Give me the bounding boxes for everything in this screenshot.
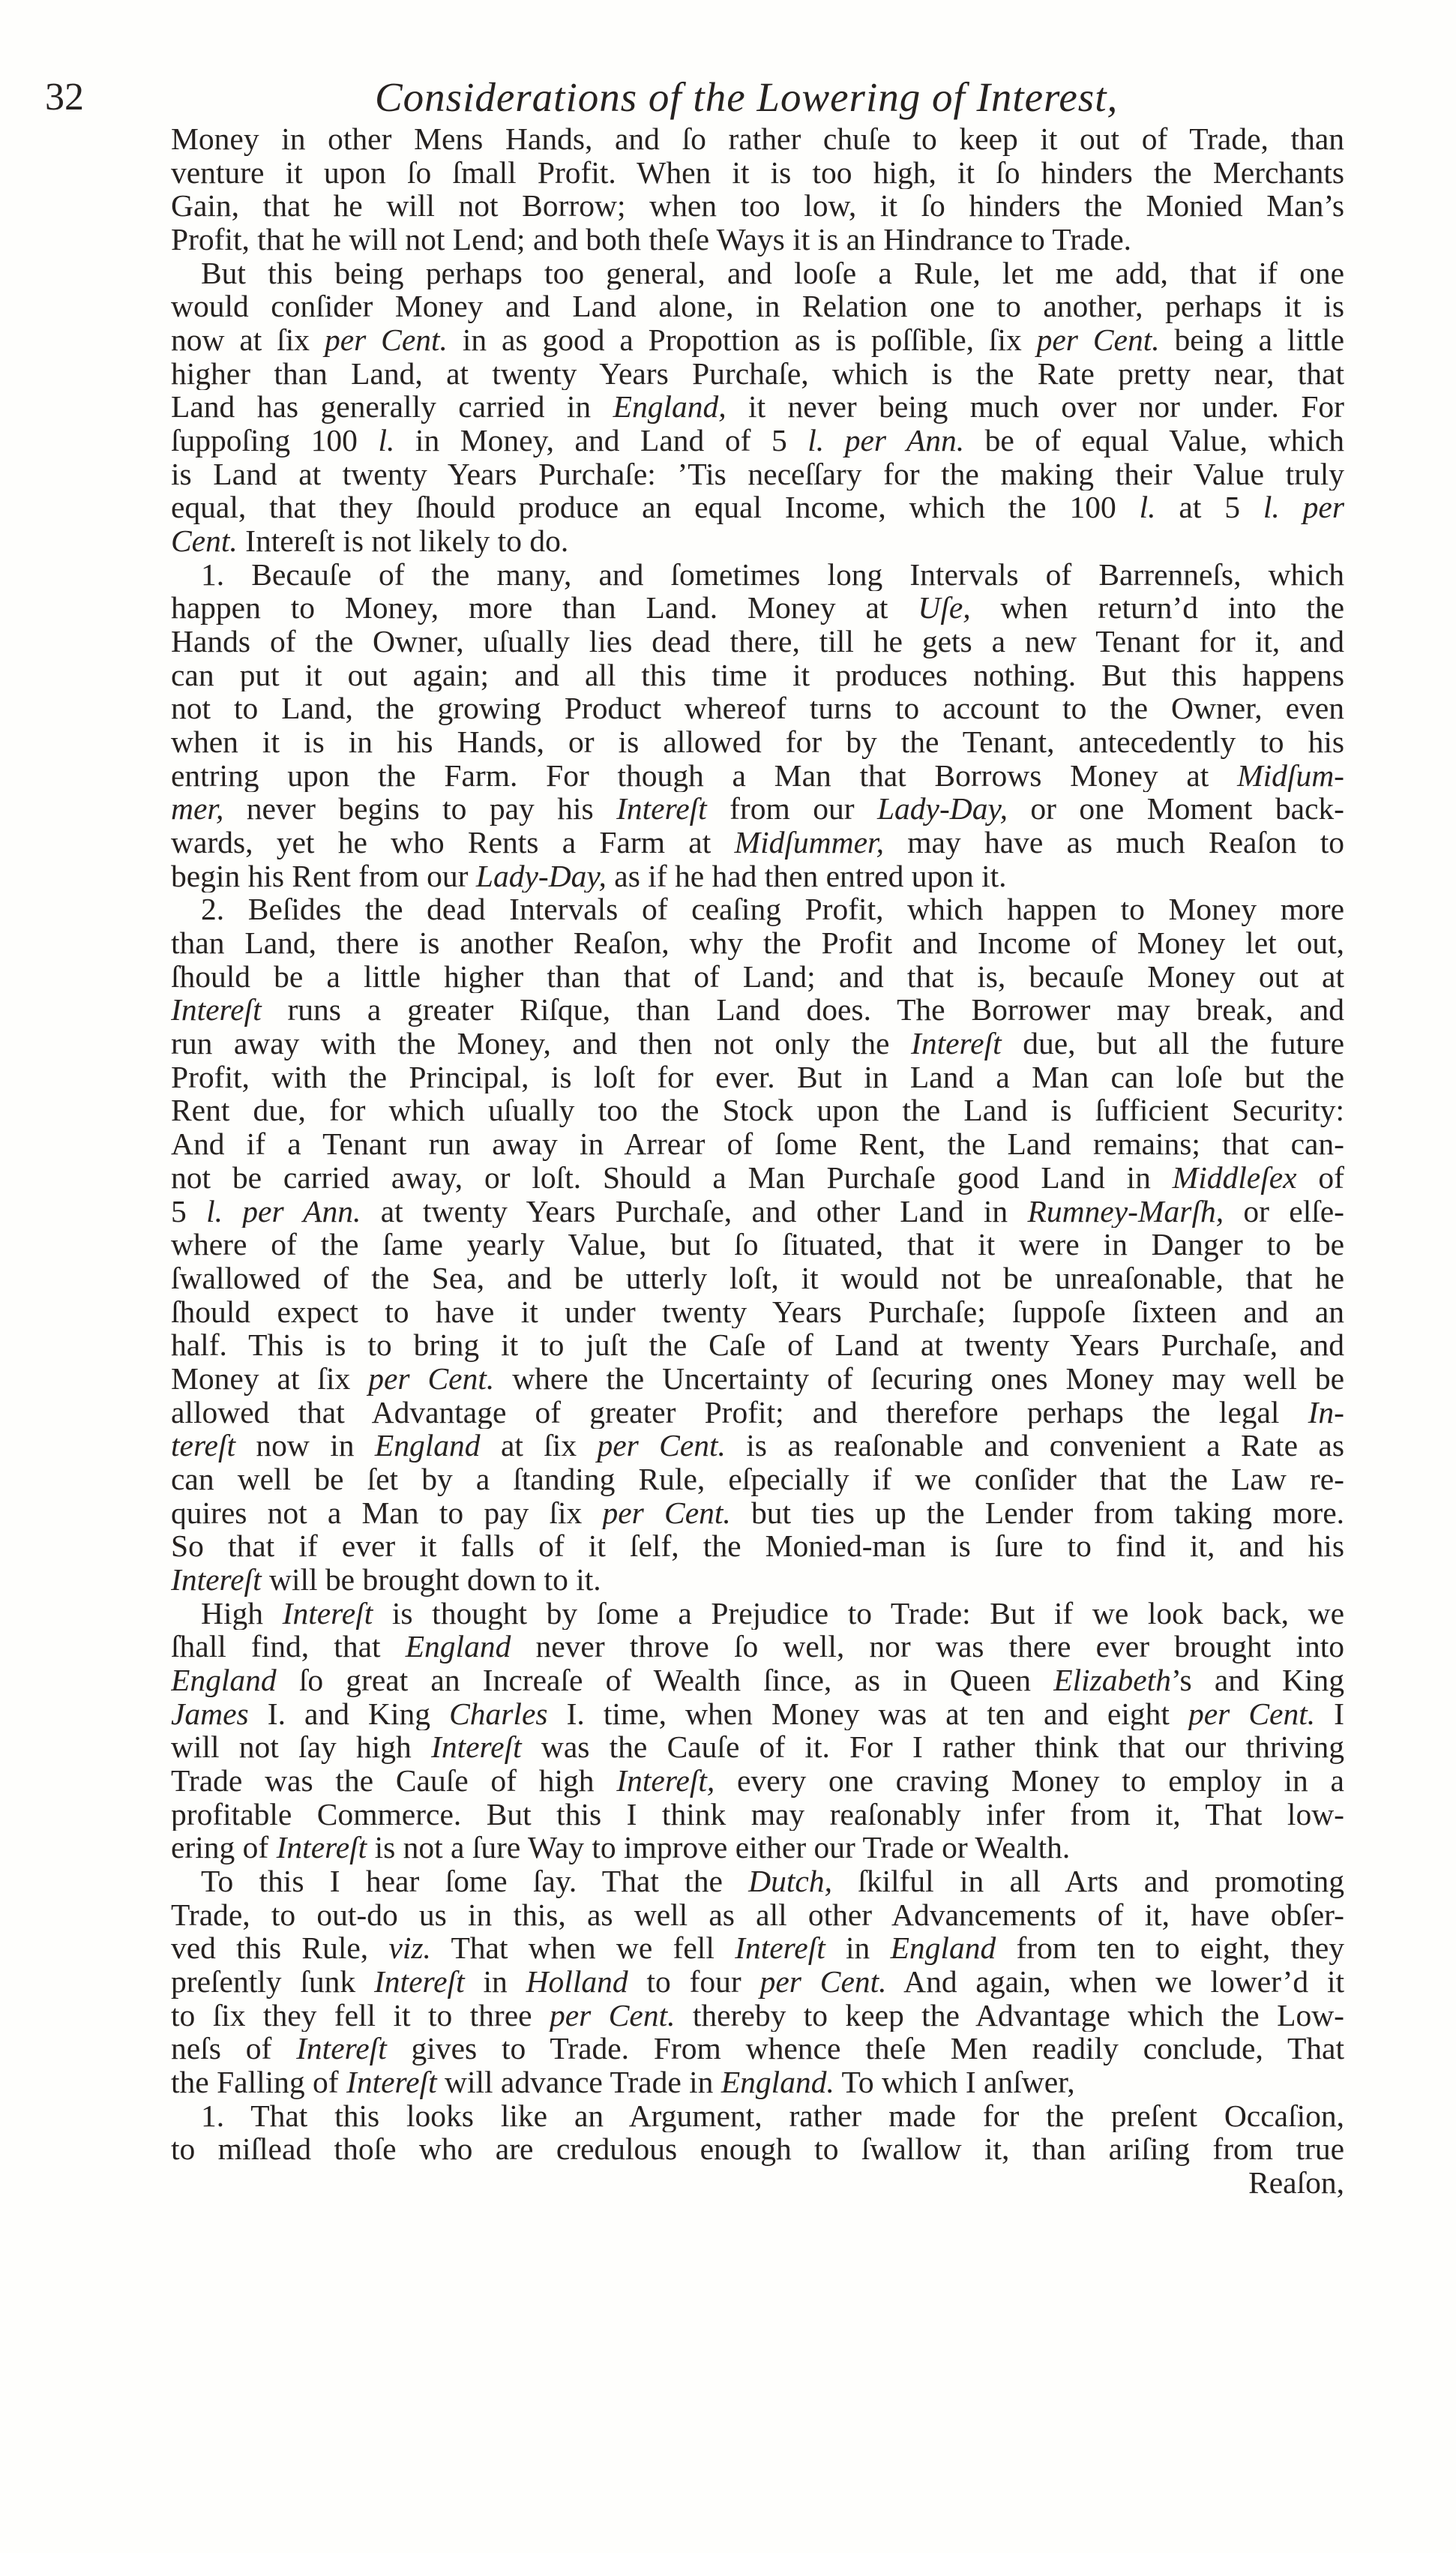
text-line xyxy=(171,1195,1344,1228)
italic-text-run: Holland xyxy=(526,1964,628,1999)
text-run: to ſix they fell it to three xyxy=(171,1998,550,2032)
text-line xyxy=(171,1730,1344,1764)
text-run: is Land at twenty Years Purchaſe: ’Tis neceſſary for the making their Value truly xyxy=(171,457,1344,491)
text-run: will advance Trade in xyxy=(436,2065,721,2099)
text-run: is thought by ſome a Prejudice to Trade: But if we look back, we xyxy=(373,1596,1344,1630)
text-run: higher than Land, at twenty Years Purchaſe, which is the Rate pretty near, that xyxy=(171,356,1344,391)
text-run: of xyxy=(1296,1160,1344,1195)
text-run: Trade was the Cauſe of high xyxy=(171,1763,617,1798)
text-run: equal, that they ſhould produce an equal Income, which the 100 xyxy=(171,490,1140,525)
italic-text-run: Intereſt xyxy=(171,1562,262,1597)
text-line xyxy=(171,2066,1344,2099)
text-run: Reaſon, xyxy=(1248,2165,1344,2200)
italic-text-run: Midſum- xyxy=(1237,758,1344,793)
text-line xyxy=(171,1965,1344,1999)
text-run: Rent due, for which uſually too the Stock upon the Land is ſufficient Security: xyxy=(171,1094,1344,1128)
italic-text-run: Intereſt xyxy=(296,2032,387,2066)
text-line xyxy=(171,458,1344,491)
text-line xyxy=(171,1295,1344,1329)
text-run: 1. That this looks like an Argument, rather made for the preſent Occaſion, xyxy=(201,2098,1344,2133)
italic-text-run: per Cent. xyxy=(759,1964,887,1999)
italic-text-run: England xyxy=(405,1630,511,1664)
text-run: ſwallowed of the Sea, and be utterly loſt, it would not be unreaſonable, that he xyxy=(171,1261,1344,1295)
text-run: at twenty Years Purchaſe, and other Land in xyxy=(361,1194,1028,1228)
text-run: is as reaſonable and convenient a Rate as xyxy=(725,1429,1344,1462)
italic-text-run: Midſummer, xyxy=(734,826,884,860)
text-run: to four xyxy=(628,1964,760,1999)
text-run: now in xyxy=(235,1429,375,1462)
text-run: allowed that Advantage of greater Profit; and therefore perhaps the legal xyxy=(171,1395,1308,1430)
text-line xyxy=(171,189,1344,223)
italic-text-run: per Cent. xyxy=(324,323,448,357)
text-run: I. and King xyxy=(248,1696,450,1731)
text-run: ſkilful in all Arts and promoting xyxy=(831,1864,1344,1898)
text-run: ſuppoſing 100 xyxy=(171,424,379,458)
text-run: I. time, when Money was at ten and eight xyxy=(547,1696,1188,1731)
text-run: Trade, to out-do us in this, as well as all other Advancements of it, have obſer- xyxy=(171,1898,1344,1932)
text-run: may have as much Reaſon to xyxy=(883,826,1344,860)
text-run: now at ſix xyxy=(171,323,325,357)
text-run: So that if ever it falls of it ſelf, the Monied-man is ſure to find it, and his xyxy=(171,1529,1344,1563)
italic-text-run: England xyxy=(374,1429,481,1462)
italic-text-run: Cent. xyxy=(171,524,238,558)
text-line xyxy=(171,156,1344,190)
text-run: never begins to pay his xyxy=(223,792,617,826)
italic-text-run: per Cent. xyxy=(597,1429,726,1462)
text-run: but ties up the Lender from taking more. xyxy=(730,1496,1344,1530)
text-line xyxy=(171,1362,1344,1396)
text-run: Money in other Mens Hands, and ſo rather chuſe to keep it out of Trade, than xyxy=(171,122,1344,156)
text-run: was the Cauſe of it. For I rather think that our thriving xyxy=(521,1730,1344,1764)
text-line xyxy=(171,591,1344,625)
italic-text-run: In- xyxy=(1308,1395,1344,1430)
text-run: High xyxy=(201,1596,283,1630)
text-line xyxy=(171,860,1344,893)
text-run: in xyxy=(464,1964,526,1999)
text-line xyxy=(171,122,1344,156)
text-run: be of equal Value, which xyxy=(964,424,1344,458)
text-run: But this being perhaps too general, and looſe a Rule, let me add, that if one xyxy=(201,256,1344,290)
text-line xyxy=(171,558,1344,592)
italic-text-run: Intereſt xyxy=(735,1931,825,1965)
italic-text-run: Intereſt xyxy=(431,1730,522,1764)
text-line xyxy=(171,1931,1344,1965)
text-run: where of the ſame yearly Value, but ſo ſituated, that it were in Danger to be xyxy=(171,1228,1344,1262)
text-run: ſhould expect to have it under twenty Years Purchaſe; ſuppoſe ſixteen and an xyxy=(171,1294,1344,1329)
text-run: as if he had then entred upon it. xyxy=(606,859,1007,893)
text-run: 2. Beſides the dead Intervals of ceaſing Profit, which happen to Money more xyxy=(201,892,1344,927)
text-line xyxy=(171,1328,1344,1362)
text-run: I xyxy=(1315,1696,1344,1731)
text-line xyxy=(171,290,1344,323)
text-line xyxy=(171,2132,1344,2166)
italic-text-run: Dutch, xyxy=(748,1864,832,1898)
text-line xyxy=(171,1094,1344,1127)
text-run: That when we fell xyxy=(430,1931,735,1965)
text-line xyxy=(171,256,1344,290)
text-run: when return’d into the xyxy=(970,591,1344,626)
italic-text-run: l. per xyxy=(1263,490,1344,525)
text-run: venture it upon ſo ſmall Profit. When it is too high, it ſo hinders the Merchants xyxy=(171,155,1344,190)
text-run: at ſix xyxy=(480,1429,598,1462)
text-run: begin his Rent from our xyxy=(171,859,476,893)
text-run: Profit, that he will not Lend; and both theſe Ways it is an Hindrance to Trade. xyxy=(171,223,1132,256)
text-run: will not ſay high xyxy=(171,1730,432,1764)
italic-text-run: per Cent. xyxy=(368,1361,495,1396)
text-line xyxy=(171,2099,1344,2133)
text-run: entring upon the Farm. For though a Man that Borrows Money at xyxy=(171,758,1238,793)
italic-text-run: Intereſt xyxy=(616,792,707,826)
text-run: Land has generally carried in xyxy=(171,390,613,424)
italic-text-run: Intereſt, xyxy=(616,1763,715,1798)
italic-text-run: Intereſt xyxy=(276,1831,367,1864)
text-line xyxy=(171,926,1344,960)
italic-text-run: viz. xyxy=(388,1931,431,1965)
text-line xyxy=(171,759,1344,793)
text-run: at 5 xyxy=(1155,490,1263,525)
text-line xyxy=(171,1127,1344,1161)
text-run: 1. Becauſe of the many, and ſometimes long Intervals of Barrenneſs, which xyxy=(201,557,1344,592)
italic-text-run: per Cent. xyxy=(1036,323,1160,357)
italic-text-run: per Cent. xyxy=(602,1496,731,1530)
text-run: ſo great an Increaſe of Wealth ſince, as in Queen xyxy=(276,1663,1054,1697)
text-run: Money at ſix xyxy=(171,1361,369,1396)
italic-text-run: Middleſex xyxy=(1172,1160,1297,1195)
text-run: not be carried away, or loſt. Should a Man Purchaſe good Land in xyxy=(171,1160,1173,1195)
text-run: from ten to eight, they xyxy=(996,1931,1344,1965)
text-line xyxy=(171,390,1344,424)
text-run: Hands of the Owner, uſually lies dead there, till he gets a new Tenant for it, and xyxy=(171,625,1344,658)
text-run: will be brought down to it. xyxy=(261,1562,601,1597)
text-run: every one craving Money to employ in a xyxy=(715,1763,1344,1798)
italic-text-run: Intereſt xyxy=(171,993,262,1028)
text-line xyxy=(171,993,1344,1027)
text-run: preſently ſunk xyxy=(171,1964,374,1999)
text-run: to miſlead thoſe who are credulous enough to ſwallow it, than ariſing from true xyxy=(171,2132,1344,2166)
italic-text-run: England xyxy=(171,1663,277,1697)
text-run: thereby to keep the Advantage which the Low- xyxy=(675,1998,1344,2032)
text-run: when it is in his Hands, or is allowed for by the Tenant, antecedently to his xyxy=(171,725,1344,759)
body-text xyxy=(171,122,1344,2200)
text-line xyxy=(171,1396,1344,1430)
text-run: Intereſt is not likely to do. xyxy=(237,524,569,558)
text-run: quires not a Man to pay ſix xyxy=(171,1496,603,1530)
text-run: 5 xyxy=(171,1194,207,1228)
running-title: Considerations of the Lowering of Interest, xyxy=(375,74,1119,120)
italic-text-run: l. per Ann. xyxy=(206,1194,361,1228)
text-run: where the Uncertainty of ſecuring ones Money may well be xyxy=(494,1361,1344,1396)
text-line xyxy=(171,1563,1344,1597)
italic-text-run: England xyxy=(890,1931,996,1965)
text-run: And if a Tenant run away in Arrear of ſome Rent, the Land remains; that can- xyxy=(171,1127,1344,1161)
text-run: never throve ſo well, nor was there ever brought into xyxy=(511,1630,1344,1664)
text-run: happen to Money, more than Land. Money at xyxy=(171,591,918,626)
italic-text-run: Lady-Day, xyxy=(876,792,1008,826)
text-run: being a little xyxy=(1159,323,1344,357)
text-line xyxy=(171,1462,1344,1496)
text-line xyxy=(171,1999,1344,2032)
text-line xyxy=(171,1664,1344,1697)
text-run: due, but all the future xyxy=(1001,1027,1344,1060)
text-line xyxy=(171,658,1344,692)
text-run: wards, yet he who Rents a Farm at xyxy=(171,826,735,860)
page-number: 32 xyxy=(45,76,84,118)
text-run: or elſe- xyxy=(1224,1194,1344,1228)
text-line xyxy=(171,323,1344,357)
text-line xyxy=(171,1764,1344,1798)
italic-text-run: per Cent. xyxy=(1188,1696,1316,1731)
text-line xyxy=(171,1597,1344,1630)
text-run: gives to Trade. From whence theſe Men readily conclude, That xyxy=(386,2032,1344,2066)
text-run: And again, when we lower’d it xyxy=(886,1964,1344,1999)
text-run: from our xyxy=(706,792,877,826)
text-run: profitable Commerce. But this I think may reaſonably infer from it, That low- xyxy=(171,1797,1344,1832)
text-line xyxy=(171,524,1344,558)
text-run: neſs of xyxy=(171,2032,297,2066)
text-line xyxy=(171,1228,1344,1262)
italic-text-run: Rumney-Marſh, xyxy=(1027,1194,1224,1228)
text-run: can put it out again; and all this time it produces nothing. But this happens xyxy=(171,658,1344,692)
italic-text-run: Lady-Day, xyxy=(475,859,607,893)
text-run: ved this Rule, xyxy=(171,1931,389,1965)
text-run: ’s and King xyxy=(1171,1663,1344,1697)
text-run: not to Land, the growing Product whereof turns to account to the Owner, even xyxy=(171,692,1344,726)
text-line xyxy=(171,1831,1344,1864)
text-line xyxy=(171,1060,1344,1094)
italic-text-run: Intereſt xyxy=(346,2065,437,2099)
text-run: ering of xyxy=(171,1831,277,1864)
text-run: it never being much over nor under. For xyxy=(726,390,1344,424)
text-line xyxy=(171,2032,1344,2066)
text-line xyxy=(171,826,1344,860)
text-run: runs a greater Riſque, than Land does. The Borrower may break, and xyxy=(261,993,1344,1028)
text-run: half. This is to bring it to juſt the Caſe of Land at twenty Years Purchaſe, and xyxy=(171,1328,1344,1362)
text-line xyxy=(171,490,1344,524)
text-line xyxy=(171,1161,1344,1195)
text-line xyxy=(171,625,1344,658)
text-run: Gain, that he will not Borrow; when too low, it ſo hinders the Monied Man’s xyxy=(171,189,1344,224)
italic-text-run: l. xyxy=(378,424,395,458)
italic-text-run: England. xyxy=(721,2065,834,2099)
text-line xyxy=(171,1429,1344,1462)
text-run: To this I hear ſome ſay. That the xyxy=(201,1864,749,1898)
text-run: is not a ſure Way to improve either our Trade or Wealth. xyxy=(367,1831,1071,1864)
text-line xyxy=(171,692,1344,725)
text-run: Profit, with the Principal, is loſt for ever. But in Land a Man can loſe but the xyxy=(171,1060,1344,1094)
italic-text-run: Intereſt xyxy=(911,1027,1002,1060)
text-line xyxy=(171,1864,1344,1898)
text-line xyxy=(171,1798,1344,1832)
italic-text-run: l. per Ann. xyxy=(807,424,965,458)
text-run: To which I anſwer, xyxy=(834,2065,1075,2099)
italic-text-run: Uſe, xyxy=(918,591,971,626)
text-line xyxy=(171,960,1344,994)
text-line xyxy=(171,357,1344,391)
text-line xyxy=(171,1027,1344,1060)
text-run: would conſider Money and Land alone, in Relation one to another, perhaps it is xyxy=(171,290,1344,324)
text-line xyxy=(171,1529,1344,1563)
italic-text-run: mer, xyxy=(171,792,224,826)
text-line xyxy=(171,2166,1344,2200)
text-run: run away with the Money, and then not only the xyxy=(171,1027,912,1060)
text-line xyxy=(171,1898,1344,1932)
text-line xyxy=(171,1262,1344,1295)
italic-text-run: Intereſt xyxy=(282,1596,373,1630)
text-line xyxy=(171,892,1344,926)
text-run: than Land, there is another Reaſon, why the Profit and Income of Money let out, xyxy=(171,926,1344,960)
text-run: ſhould be a little higher than that of Land; and that is, becauſe Money out at xyxy=(171,959,1344,994)
text-line xyxy=(171,1630,1344,1664)
text-run: or one Moment back- xyxy=(1008,792,1344,826)
text-run: ſhall find, that xyxy=(171,1630,406,1664)
italic-text-run: l. xyxy=(1139,490,1156,525)
text-run: can well be ſet by a ſtanding Rule, eſpecially if we conſider that the Law re- xyxy=(171,1462,1344,1496)
text-run: the Falling of xyxy=(171,2065,346,2099)
italic-text-run: tereſt xyxy=(171,1429,236,1462)
text-run: in xyxy=(825,1931,891,1965)
text-run: in Money, and Land of 5 xyxy=(394,424,808,458)
text-run: in as good a Propottion as is poſſible, ſix xyxy=(447,323,1037,357)
italic-text-run: Charles xyxy=(449,1696,548,1731)
text-line xyxy=(171,792,1344,826)
italic-text-run: England, xyxy=(613,390,727,424)
text-line xyxy=(171,1697,1344,1731)
text-line xyxy=(171,223,1344,256)
italic-text-run: per Cent. xyxy=(549,1998,676,2032)
italic-text-run: Elizabeth xyxy=(1053,1663,1171,1697)
text-line xyxy=(171,1496,1344,1530)
italic-text-run: Intereſt xyxy=(373,1964,465,1999)
italic-text-run: James xyxy=(171,1696,249,1731)
text-line xyxy=(171,725,1344,759)
text-line xyxy=(171,424,1344,458)
